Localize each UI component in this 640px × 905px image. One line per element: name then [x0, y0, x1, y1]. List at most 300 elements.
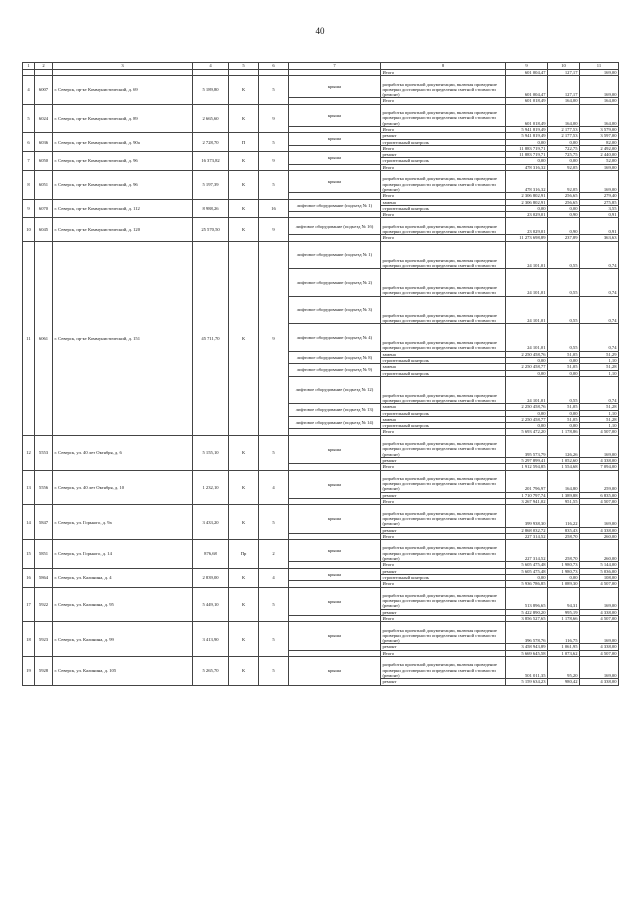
column-header: 3	[53, 63, 193, 70]
house-class: К	[229, 470, 259, 505]
row-number: 8	[23, 171, 35, 199]
cost-per-sqm: 0,55	[548, 324, 580, 352]
structural-element: лифтовое оборудование (подъезд № 12)	[289, 376, 381, 404]
work-type: строительный контроль	[381, 205, 506, 211]
structural-element: лифтовое оборудование (подъезд № 3)	[289, 296, 381, 324]
cost-total: 2 306 802,91	[506, 199, 548, 205]
house-floors: 5	[259, 622, 289, 657]
cost-per-sqm: 0,00	[548, 205, 580, 211]
cost-limit: 0,74	[580, 376, 619, 404]
cost-limit: 4 507,00	[580, 615, 619, 621]
cost-per-sqm: 0,00	[548, 357, 580, 363]
cost-per-sqm: 116,75	[548, 622, 580, 644]
house-address: г. Северск, пр-кт Коммунистический, д. 89	[53, 104, 193, 132]
row-number: 18	[23, 622, 35, 657]
cost-total: 227 314,52	[506, 540, 548, 562]
column-header: 9	[506, 63, 548, 70]
column-header: 8	[381, 63, 506, 70]
cost-per-sqm: 51,05	[548, 351, 580, 357]
cost-limit: 1,10	[580, 357, 619, 363]
house-code: 5851	[35, 540, 53, 568]
work-type: ремонт	[381, 457, 506, 463]
work-type: разработка проектной документации, включая проведение проверки достоверности определения сметной стоимости	[381, 376, 506, 404]
house-area: 5 197,39	[193, 171, 229, 199]
cost-limit: 4 338,00	[580, 679, 619, 685]
house-code: 5556	[35, 470, 53, 505]
cost-per-sqm: 0,00	[548, 158, 580, 164]
cost-per-sqm: 1 980,73	[548, 568, 580, 574]
house-class: К	[229, 435, 259, 470]
house-class: К	[229, 587, 259, 622]
cost-limit: 82,00	[580, 139, 619, 145]
cost-limit: 169,00	[580, 76, 619, 98]
cost-per-sqm: 995,19	[548, 609, 580, 615]
cost-per-sqm: 2 177,53	[548, 133, 580, 139]
house-area: 3 413,90	[193, 622, 229, 657]
cost-total: 0,00	[506, 139, 548, 145]
column-header: 7	[289, 63, 381, 70]
structural-element: лифтовое оборудование (подъезд № 1)	[289, 241, 381, 269]
work-type: ремонт	[381, 492, 506, 498]
page-number: 40	[315, 26, 325, 36]
cost-per-sqm: 1 178,86	[548, 429, 580, 435]
work-type: строительный контроль	[381, 574, 506, 580]
work-type: ремонт	[381, 527, 506, 533]
cost-total: 1 912 594,85	[506, 464, 548, 470]
work-type: замена	[381, 364, 506, 370]
column-header: 1	[23, 63, 35, 70]
work-type: разработка проектной документации, включая проведение проверки достоверности определения сметной стоимости	[381, 241, 506, 269]
structural-element: лифтовое оборудование (подъезд № 1б)	[289, 218, 381, 235]
house-class: П	[229, 133, 259, 152]
cost-per-sqm: 725,75	[548, 152, 580, 158]
table-row	[23, 152, 619, 158]
cost-limit: 164,00	[580, 104, 619, 126]
cost-per-sqm: 256,65	[548, 193, 580, 199]
work-type: Итого	[381, 533, 506, 539]
work-type: Итого	[381, 464, 506, 470]
cost-total: 5 669 645,58	[506, 650, 548, 656]
cost-per-sqm: 0,55	[548, 376, 580, 404]
house-address: г. Северск, пр-кт Коммунистический, д. 120	[53, 218, 193, 241]
house-floors: 5	[259, 133, 289, 152]
cost-total: 396 578,76	[506, 622, 548, 644]
house-floors: 4	[259, 568, 289, 587]
cost-total: 399 938,30	[506, 505, 548, 527]
cost-limit: 363,63	[580, 235, 619, 241]
row-number: 5	[23, 104, 35, 132]
cost-per-sqm: 0,00	[548, 139, 580, 145]
row-number: 6	[23, 133, 35, 152]
cost-per-sqm: 980,42	[548, 679, 580, 685]
house-floors: 9	[259, 152, 289, 171]
cost-per-sqm: 127,17	[548, 76, 580, 98]
cost-limit: 0,91	[580, 212, 619, 218]
house-area: 3 433,20	[193, 505, 229, 540]
cost-limit: 4 507,00	[580, 429, 619, 435]
cost-total: 24 101,01	[506, 241, 548, 269]
cost-limit: 169,00	[580, 164, 619, 170]
cost-limit: 169,00	[580, 435, 619, 457]
cost-per-sqm: 1 061,95	[548, 644, 580, 650]
house-code: 6050	[35, 152, 53, 171]
cost-limit: 108,00	[580, 574, 619, 580]
table-row	[23, 587, 619, 609]
structural-element: лифтовое оборудование (подъезд № 14)	[289, 416, 381, 429]
cost-limit: 0,74	[580, 324, 619, 352]
cost-limit: 51,29	[580, 351, 619, 357]
cost-per-sqm: 164,80	[548, 470, 580, 492]
cost-limit: 5 036,00	[580, 568, 619, 574]
house-code: 6051	[35, 171, 53, 199]
cost-per-sqm: 116,22	[548, 505, 580, 527]
cost-per-sqm: 0,00	[548, 423, 580, 429]
cost-total: 1 710 797,74	[506, 492, 548, 498]
structural-element: крыша	[289, 568, 381, 581]
table-row	[23, 199, 619, 205]
cost-limit: 1,10	[580, 423, 619, 429]
work-type: Итого	[381, 212, 506, 218]
work-type: Итого	[381, 499, 506, 505]
cost-per-sqm: 51,05	[548, 404, 580, 410]
work-type: замена	[381, 416, 506, 422]
work-type: строительный контроль	[381, 370, 506, 376]
cost-limit: 260,00	[580, 533, 619, 539]
structural-element: лифтовое оборудование (подъезд № 9)	[289, 364, 381, 377]
table-row	[23, 505, 619, 527]
cost-per-sqm: 1 980,73	[548, 562, 580, 568]
work-type: разработка проектной документации, включая проведение проверки достоверности определения сметной стоимости	[381, 218, 506, 235]
cost-total: 5 159 634,23	[506, 679, 548, 685]
row-number: 15	[23, 540, 35, 568]
work-type: ремонт	[381, 644, 506, 650]
table-row	[23, 657, 619, 679]
house-address: г. Северск, ул. 40 лет Октября, д. 6	[53, 435, 193, 470]
table-row	[23, 435, 619, 457]
work-type: Итого	[381, 562, 506, 568]
work-type: замена	[381, 199, 506, 205]
row-number: 14	[23, 505, 35, 540]
structural-element: лифтовое оборудование (подъезд № 2)	[289, 269, 381, 297]
cost-limit: 0,74	[580, 241, 619, 269]
cost-total: 0,00	[506, 205, 548, 211]
column-header: 2	[35, 63, 53, 70]
cost-per-sqm: 51,05	[548, 416, 580, 422]
work-type: Итого	[381, 70, 506, 76]
cost-total: 601 018,49	[506, 104, 548, 126]
cost-total: 0,00	[506, 574, 548, 580]
cost-total: 2 250 458,76	[506, 404, 548, 410]
structural-element: крыша	[289, 470, 381, 498]
repair-register-table	[22, 62, 619, 686]
house-class: К	[229, 199, 259, 218]
work-type: Итого	[381, 145, 506, 151]
house-code: 5847	[35, 505, 53, 540]
house-code: 5922	[35, 587, 53, 622]
row-number: 4	[23, 76, 35, 104]
table-row	[23, 540, 619, 562]
row-number: 19	[23, 657, 35, 685]
house-area: 2 728,70	[193, 133, 229, 152]
work-type: ремонт	[381, 609, 506, 615]
cost-per-sqm: 1 089,30	[548, 581, 580, 587]
cost-limit: 169,00	[580, 505, 619, 527]
cost-total: 0,00	[506, 370, 548, 376]
cost-limit: 169,00	[580, 70, 619, 76]
house-code: 5923	[35, 622, 53, 657]
cost-per-sqm: 0,00	[548, 410, 580, 416]
cost-limit: 2 492,00	[580, 145, 619, 151]
cost-total: 24 101,01	[506, 269, 548, 297]
house-area: 45 711,70	[193, 241, 229, 435]
house-area: 876,68	[193, 540, 229, 568]
cost-limit: 4 338,00	[580, 609, 619, 615]
house-class: К	[229, 622, 259, 657]
work-type: строительный контроль	[381, 158, 506, 164]
house-address: г. Северск, ул. Горького, д. 14	[53, 540, 193, 568]
cost-total: 23 029,01	[506, 212, 548, 218]
work-type: ремонт	[381, 152, 506, 158]
work-type: ремонт	[381, 568, 506, 574]
cost-total: 601 004,47	[506, 76, 548, 98]
cost-limit: 1,10	[580, 370, 619, 376]
cost-total: 5 605 475,48	[506, 568, 548, 574]
work-type: Итого	[381, 98, 506, 104]
house-address: г. Северск, ул. Калинина, д. 4	[53, 568, 193, 587]
cost-total: 11 883 719,71	[506, 152, 548, 158]
row-number: 17	[23, 587, 35, 622]
cost-total: 5 941 819,49	[506, 133, 548, 139]
cost-limit: 51,28	[580, 404, 619, 410]
cost-per-sqm: 127,17	[548, 70, 580, 76]
table-row	[23, 218, 619, 235]
work-type: разработка проектной документации, включая проведение проверки достоверности определения сметной стоимости (ремонт)	[381, 505, 506, 527]
structural-element: крыша	[289, 587, 381, 615]
cost-per-sqm: 1 052,60	[548, 457, 580, 463]
cost-limit: 4 507,00	[580, 499, 619, 505]
house-class: К	[229, 104, 259, 132]
house-class: К	[229, 152, 259, 171]
table-row	[23, 133, 619, 139]
cost-limit: 169,00	[580, 657, 619, 679]
work-type: разработка проектной документации, включая проведение проверки достоверности определения сметной стоимости (ремонт)	[381, 470, 506, 492]
cost-per-sqm: 258,70	[548, 533, 580, 539]
cost-total: 201 796,97	[506, 470, 548, 492]
cost-per-sqm: 0,55	[548, 269, 580, 297]
cost-total: 11 883 719,71	[506, 145, 548, 151]
cost-total: 3 856 527,65	[506, 615, 548, 621]
cost-total: 601 004,47	[506, 70, 548, 76]
table-row	[23, 171, 619, 193]
cost-limit: 279,40	[580, 193, 619, 199]
column-header: 4	[193, 63, 229, 70]
cost-total: 24 101,01	[506, 296, 548, 324]
cost-per-sqm: 0,55	[548, 296, 580, 324]
house-class: К	[229, 218, 259, 241]
cost-per-sqm: 0,55	[548, 241, 580, 269]
structural-element: лифтовое оборудование (подъезд № 1)	[289, 199, 381, 212]
cost-per-sqm: 237,89	[548, 235, 580, 241]
house-code: 5553	[35, 435, 53, 470]
column-header: 6	[259, 63, 289, 70]
house-code: 6007	[35, 76, 53, 104]
cost-total: 0,00	[506, 158, 548, 164]
cost-limit: 4 507,00	[580, 650, 619, 656]
cost-limit: 0,74	[580, 269, 619, 297]
cost-total: 3 458 943,89	[506, 644, 548, 650]
cost-per-sqm: 258,70	[548, 540, 580, 562]
cost-total: 5 693 472,20	[506, 429, 548, 435]
cost-total: 601 018,49	[506, 98, 548, 104]
house-class: К	[229, 505, 259, 540]
work-type: Итого	[381, 193, 506, 199]
cost-limit: 164,00	[580, 98, 619, 104]
cost-limit: 4 338,00	[580, 527, 619, 533]
cost-limit: 4 338,00	[580, 457, 619, 463]
work-type: Итого	[381, 164, 506, 170]
cost-limit: 2 440,00	[580, 152, 619, 158]
cost-total: 2 306 802,91	[506, 193, 548, 199]
row-number: 11	[23, 241, 35, 435]
house-area: 1 232,10	[193, 470, 229, 505]
house-code: 6061	[35, 241, 53, 435]
cost-total: 24 101,01	[506, 324, 548, 352]
work-type: ремонт	[381, 679, 506, 685]
cost-per-sqm: 0,90	[548, 212, 580, 218]
house-area: 5 265,70	[193, 657, 229, 685]
cost-total: 0,00	[506, 357, 548, 363]
structural-element: крыша	[289, 171, 381, 193]
house-floors: 5	[259, 171, 289, 199]
column-header: 11	[580, 63, 619, 70]
cost-limit: 51,28	[580, 364, 619, 370]
cost-total: 2 868 032,72	[506, 527, 548, 533]
house-floors: 4	[259, 470, 289, 505]
house-address: г. Северск, пр-кт Коммунистический, д. 96	[53, 171, 193, 199]
cost-per-sqm: 0,00	[548, 574, 580, 580]
row-number: 9	[23, 199, 35, 218]
cost-total: 501 011,35	[506, 657, 548, 679]
cost-limit: 51,28	[580, 416, 619, 422]
work-type: строительный контроль	[381, 423, 506, 429]
structural-element: крыша	[289, 152, 381, 165]
house-code: 6024	[35, 104, 53, 132]
work-type: замена	[381, 404, 506, 410]
work-type: разработка проектной документации, включая проведение проверки достоверности определения сметной стоимости (ремонт)	[381, 587, 506, 609]
house-address: г. Северск, ул. Горького, д. 9а	[53, 505, 193, 540]
cost-total: 24 101,01	[506, 376, 548, 404]
work-type: Итого	[381, 581, 506, 587]
cost-total: 0,00	[506, 423, 548, 429]
house-floors: 9	[259, 104, 289, 132]
house-floors: 5	[259, 435, 289, 470]
house-floors: 9	[259, 241, 289, 435]
work-type: замена	[381, 351, 506, 357]
house-address: г. Северск, пр-кт Коммунистический, д. 69	[53, 76, 193, 104]
cost-per-sqm: 92,05	[548, 171, 580, 193]
table-row	[23, 104, 619, 126]
cost-total: 5 297 899,41	[506, 457, 548, 463]
cost-per-sqm: 951,55	[548, 499, 580, 505]
work-type: разработка проектной документации, включая проведение проверки достоверности определения сметной стоимости (ремонт)	[381, 622, 506, 644]
house-class: К	[229, 657, 259, 685]
cost-total: 0,00	[506, 410, 548, 416]
cost-total: 478 316,32	[506, 171, 548, 193]
cost-limit: 7 094,00	[580, 464, 619, 470]
cost-limit: 259,00	[580, 470, 619, 492]
cost-per-sqm: 835,43	[548, 527, 580, 533]
house-address: г. Северск, ул. Калинина, д. 95	[53, 587, 193, 622]
cost-limit: 275,85	[580, 199, 619, 205]
house-floors: 5	[259, 76, 289, 104]
cost-per-sqm: 94,31	[548, 587, 580, 609]
cost-total: 2 250 458,76	[506, 351, 548, 357]
row-number: 7	[23, 152, 35, 171]
work-type: разработка проектной документации, включая проведение проверки достоверности определения сметной стоимости (ремонт)	[381, 76, 506, 98]
work-type: Итого	[381, 235, 506, 241]
work-type: разработка проектной документации, включая проведение проверки достоверности определения сметной стоимости (ремонт)	[381, 435, 506, 457]
cost-limit: 169,00	[580, 587, 619, 609]
cost-total: 11 273 698,89	[506, 235, 548, 241]
house-floors: 5	[259, 657, 289, 685]
house-address: г. Северск, ул. Калинина, д. 105	[53, 657, 193, 685]
house-address: г. Северск, пр-кт Коммунистический, д. 96	[53, 152, 193, 171]
house-class: К	[229, 568, 259, 587]
house-class: К	[229, 241, 259, 435]
row-number: 10	[23, 218, 35, 241]
work-type: разработка проектной документации, включая проведение проверки достоверности определения сметной стоимости (ремонт)	[381, 657, 506, 679]
structural-element: крыша	[289, 104, 381, 126]
work-type: разработка проектной документации, включая проведение проверки достоверности определения сметной стоимости	[381, 269, 506, 297]
cost-total: 23 029,01	[506, 218, 548, 235]
house-floors: 9	[259, 218, 289, 241]
cost-per-sqm: 1 073,62	[548, 650, 580, 656]
cost-per-sqm: 2 177,53	[548, 126, 580, 132]
cost-per-sqm: 95,20	[548, 657, 580, 679]
cost-per-sqm: 92,05	[548, 164, 580, 170]
table-row	[23, 76, 619, 98]
house-area: 16 373,82	[193, 152, 229, 171]
house-code: 6070	[35, 199, 53, 218]
work-type: Итого	[381, 126, 506, 132]
cost-limit: 0,91	[580, 218, 619, 235]
work-type: разработка проектной документации, включая проведение проверки достоверности определения сметной стоимости (ремонт)	[381, 540, 506, 562]
structural-element: крыша	[289, 540, 381, 562]
cost-limit: 3 597,00	[580, 133, 619, 139]
cost-total: 2 250 458,77	[506, 416, 548, 422]
house-floors: 5	[259, 587, 289, 622]
work-type: строительный контроль	[381, 357, 506, 363]
house-area: 5 449,10	[193, 587, 229, 622]
house-area: 8 988,26	[193, 199, 229, 218]
house-code: 6036	[35, 133, 53, 152]
structural-element: лифтовое оборудование (подъезд № 13)	[289, 404, 381, 417]
work-type: ремонт	[381, 133, 506, 139]
house-address: г. Северск, пр-кт Коммунистический, д. 112	[53, 199, 193, 218]
house-code: 6045	[35, 218, 53, 241]
house-area: 2 665,60	[193, 104, 229, 132]
table-row	[23, 622, 619, 644]
cost-limit: 0,74	[580, 296, 619, 324]
structural-element: крыша	[289, 133, 381, 146]
column-header: 10	[548, 63, 580, 70]
cost-total: 513 896,65	[506, 587, 548, 609]
cost-limit: 169,00	[580, 622, 619, 644]
cost-total: 5 936 786,85	[506, 581, 548, 587]
table-row	[23, 470, 619, 492]
cost-limit: 4 338,00	[580, 644, 619, 650]
house-floors: 16	[259, 199, 289, 218]
